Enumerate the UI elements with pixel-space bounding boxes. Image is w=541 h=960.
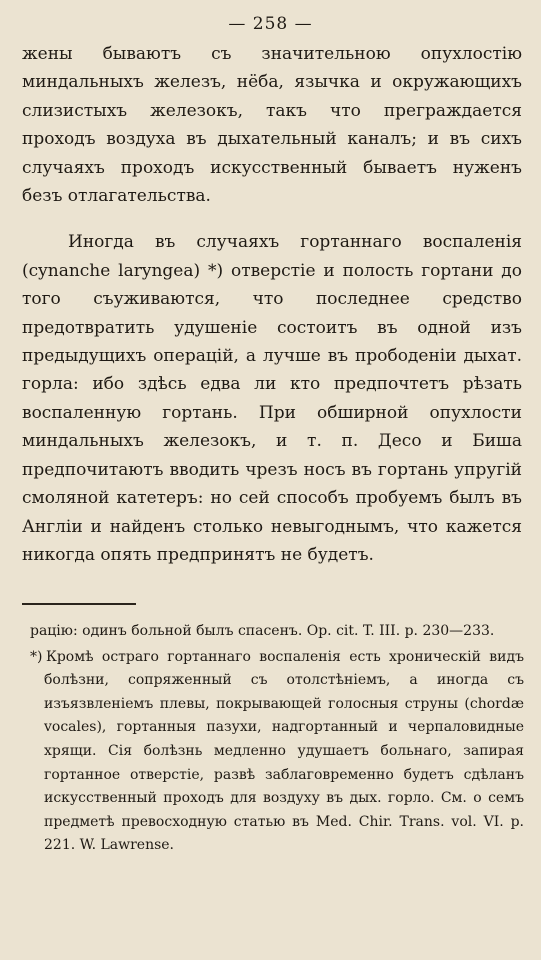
footnote-text: Кромѣ остраго гортаннаго воспаленія есть хроническій видъ болѣзни, сопряженный съ отолстѣніемъ, а иногда съ изъязвленіемъ плевы, покрывающей голосныя струны (chordæ vocales), гортанныя пазухи, надгортанный и черпаловидные хрящи. Сія болѣзнь медленно удушаетъ больнаго, запирая гортанное отверстіе, развѣ заблаговременно будетъ сдѣланъ искусственный проходъ для воздуху въ дых. горло. См. о семъ предметѣ превосходную статью въ Med. Chir. Trans. vol. VI. p. 221. W. Lawrense. [44,648,524,854]
page-number: — 258 — [228,14,313,34]
footnote-continuation: рацію: одинъ больной былъ спасенъ. Op. cit. T. III. p. 230—233. [30,623,495,639]
footnotes [30,620,524,858]
paragraph-2: Иногда въ случаяхъ гортаннаго воспаленія (cynanche laryngea) *) отверстіе и полость гортани до того съуживаются, что последнее средство предотвратить удушеніе состоитъ въ одной изъ предыдущихъ операцій, а лучше въ прободеніи дыхат. горла: ибо здѣсь едва ли кто предпочтетъ рѣзать воспаленную гортань. При обширной опухлости миндальныхъ железокъ, и т. п. Десо и Биша предпочитаютъ вводить чрезъ носъ въ гортань упругій смоляной катетеръ: но сей способъ пробуемъ былъ въ Англіи и найденъ столько невыгоднымъ, что кажется никогда опять предпринятъ не будетъ. [22,232,522,565]
footnote-note [30,646,524,858]
paragraph-1: жены бываютъ съ значительною опухлостію миндальныхъ железъ, нёба, язычка и окружающихъ слизистыхъ железокъ, такъ что преграждается проходъ воздуха въ дыхательный каналъ; и въ сихъ случаяхъ проходъ искусственный бываетъ нуженъ безъ отлагательства. [22,44,522,207]
footnote-marker: *) [30,648,43,665]
main-text [22,40,522,569]
footnote-divider [22,603,136,605]
